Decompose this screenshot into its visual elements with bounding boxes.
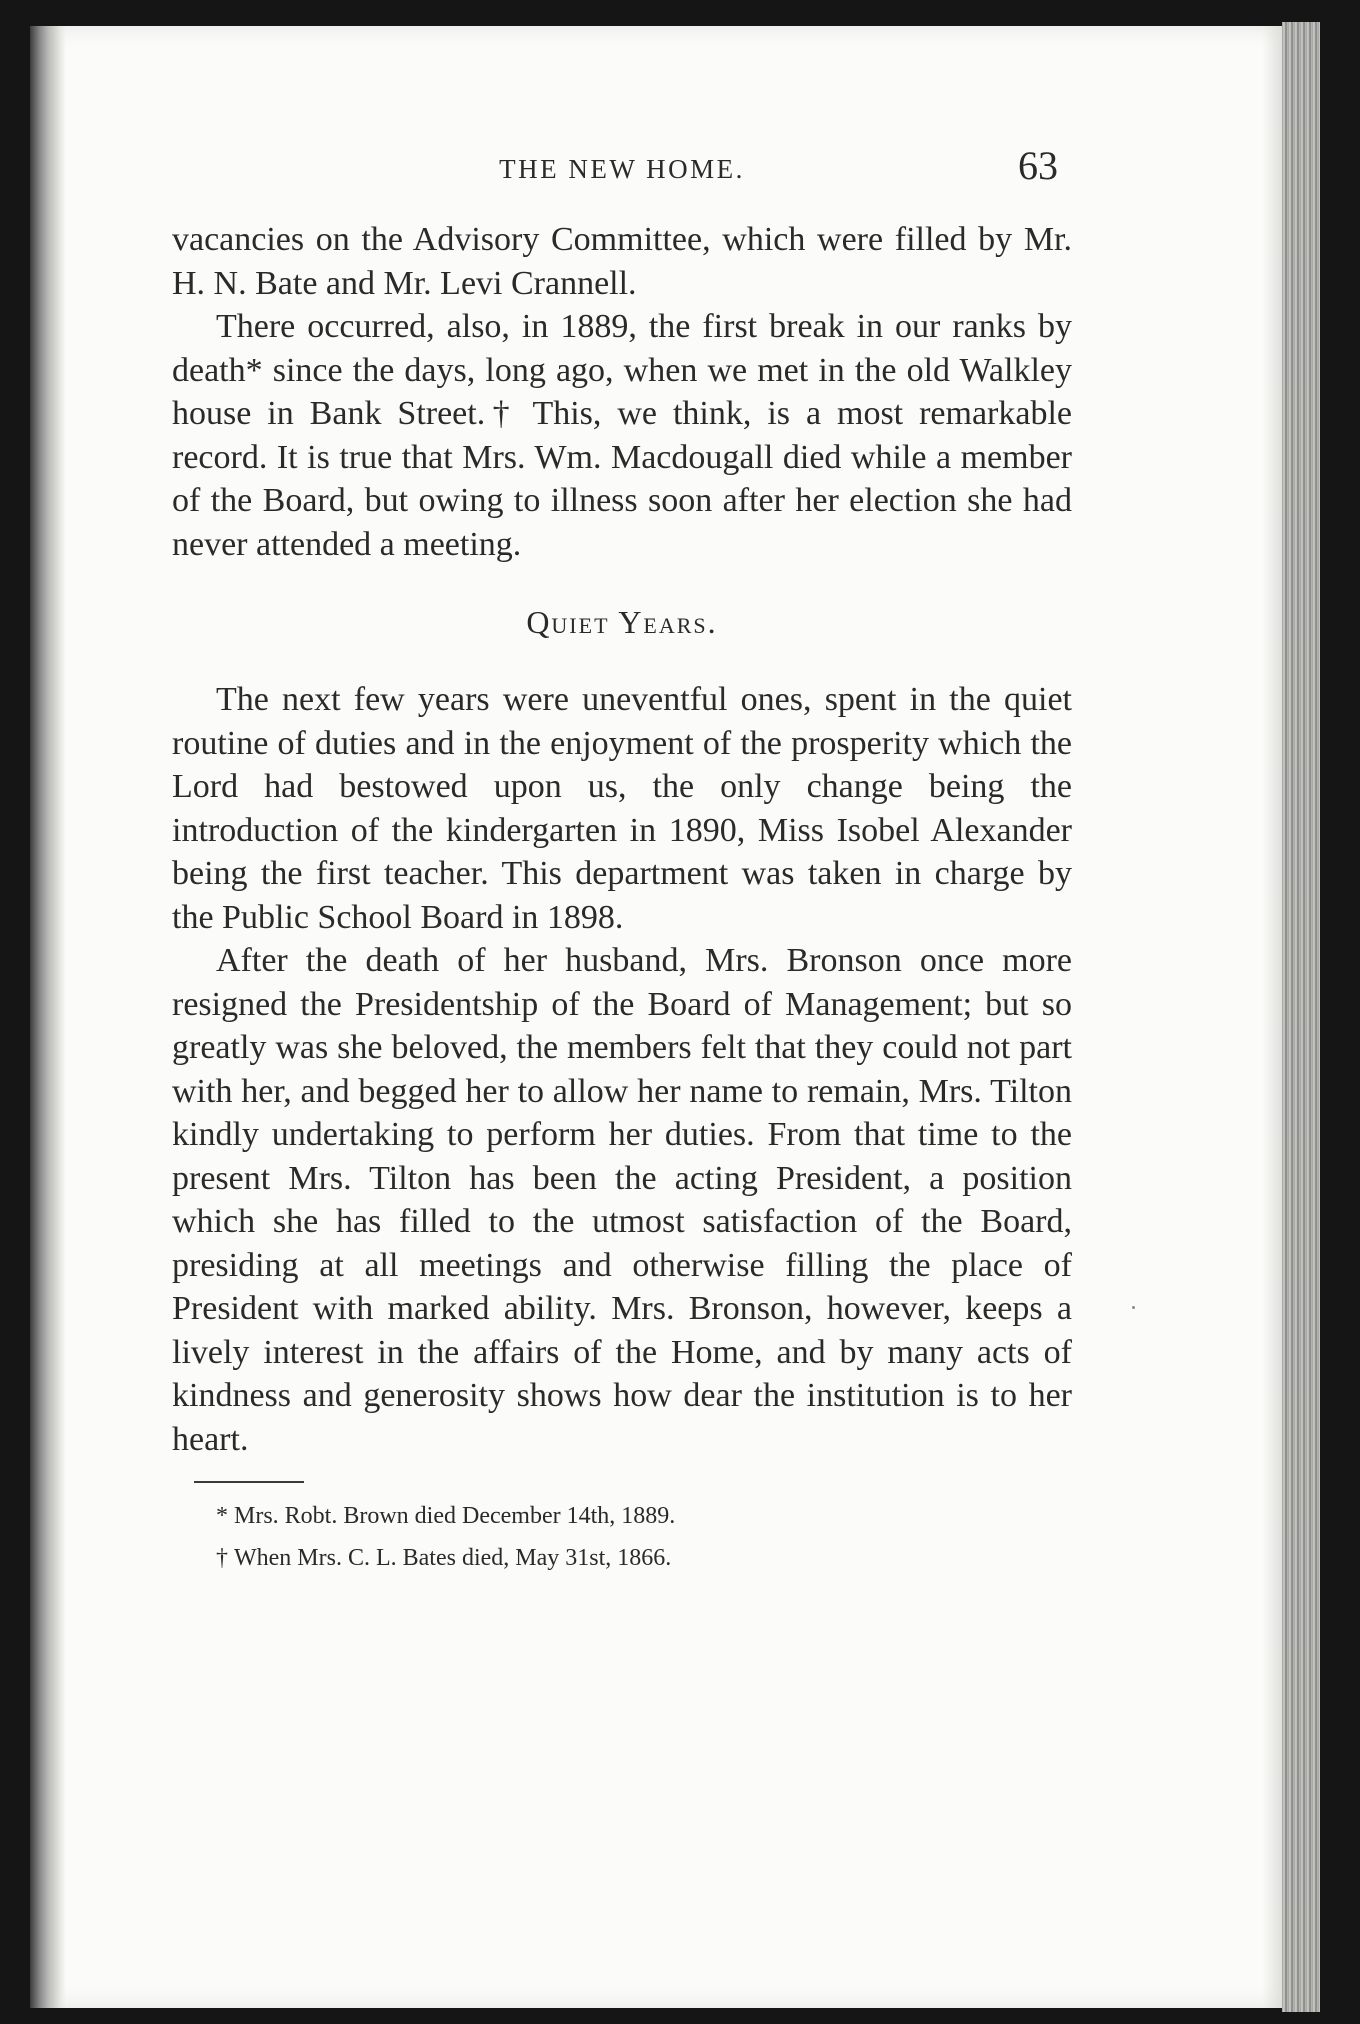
paragraph-kindergarten: The next few years were uneventful ones, spent in the quiet routine of duties and in the enjoyment of the prosperity which the Lord had bestowed upon us, the only change being the introduction of the kindergarten in 1890, Miss Isobel Alexander being the first teacher. This department was taken in charge by the Public School Board in 1898. xyxy=(172,681,1072,936)
page-edge-shadow xyxy=(1262,26,1284,2008)
paragraph-presidency: After the death of her husband, Mrs. Bronson once more resigned the Presidentship of the Board of Management; but so greatly was she beloved, the members felt that they could not part with her, and begged her to allow her name to remain, Mrs. Tilton kindly undertaking to perform her duties. From that time to the present Mrs. Tilton has been the acting President, a position which she has filled to the utmost satisfaction of the Board, presiding at all meetings and otherwise filling the place of President with marked ability. Mrs. Bronson, however, keeps a lively interest in the affairs of the Home, and by many acts of kindness and generosity shows how dear the institution is to her heart. xyxy=(172,942,1072,1458)
page-number: 63 xyxy=(1018,143,1058,188)
footnote-text: Mrs. Robt. Brown died December 14th, 1889. xyxy=(234,1503,676,1529)
footnote-rule xyxy=(194,1481,304,1483)
page-stack-edge xyxy=(1282,22,1320,2012)
scan-speck xyxy=(1132,1306,1135,1309)
footnote-mark: † xyxy=(216,1545,228,1571)
footnote-text: When Mrs. C. L. Bates died, May 31st, 1866. xyxy=(234,1545,672,1571)
footnote xyxy=(172,1497,1072,1535)
section-heading: Quiet Years. xyxy=(526,604,718,640)
running-title: THE NEW HOME. xyxy=(499,154,745,184)
page-text-block xyxy=(172,138,1072,1581)
footnote xyxy=(172,1539,1072,1577)
paragraph-continuation: vacancies on the Advisory Committee, which were filled by Mr. H. N. Bate and Mr. Levi Crannell. xyxy=(172,221,1072,302)
paragraph-first-break: There occurred, also, in 1889, the first break in our ranks by death* since the days, long ago, when we met in the old Walkley house in Bank Street.† This, we think, is a most remarkable record. It is true that Mrs. Wm. Macdougall died while a member of the Board, but owing to illness soon after her election she had never attended a meeting. xyxy=(172,308,1072,563)
footnote-mark: * xyxy=(216,1503,228,1529)
page-gutter-shadow xyxy=(30,26,66,2008)
running-head xyxy=(172,138,1072,200)
